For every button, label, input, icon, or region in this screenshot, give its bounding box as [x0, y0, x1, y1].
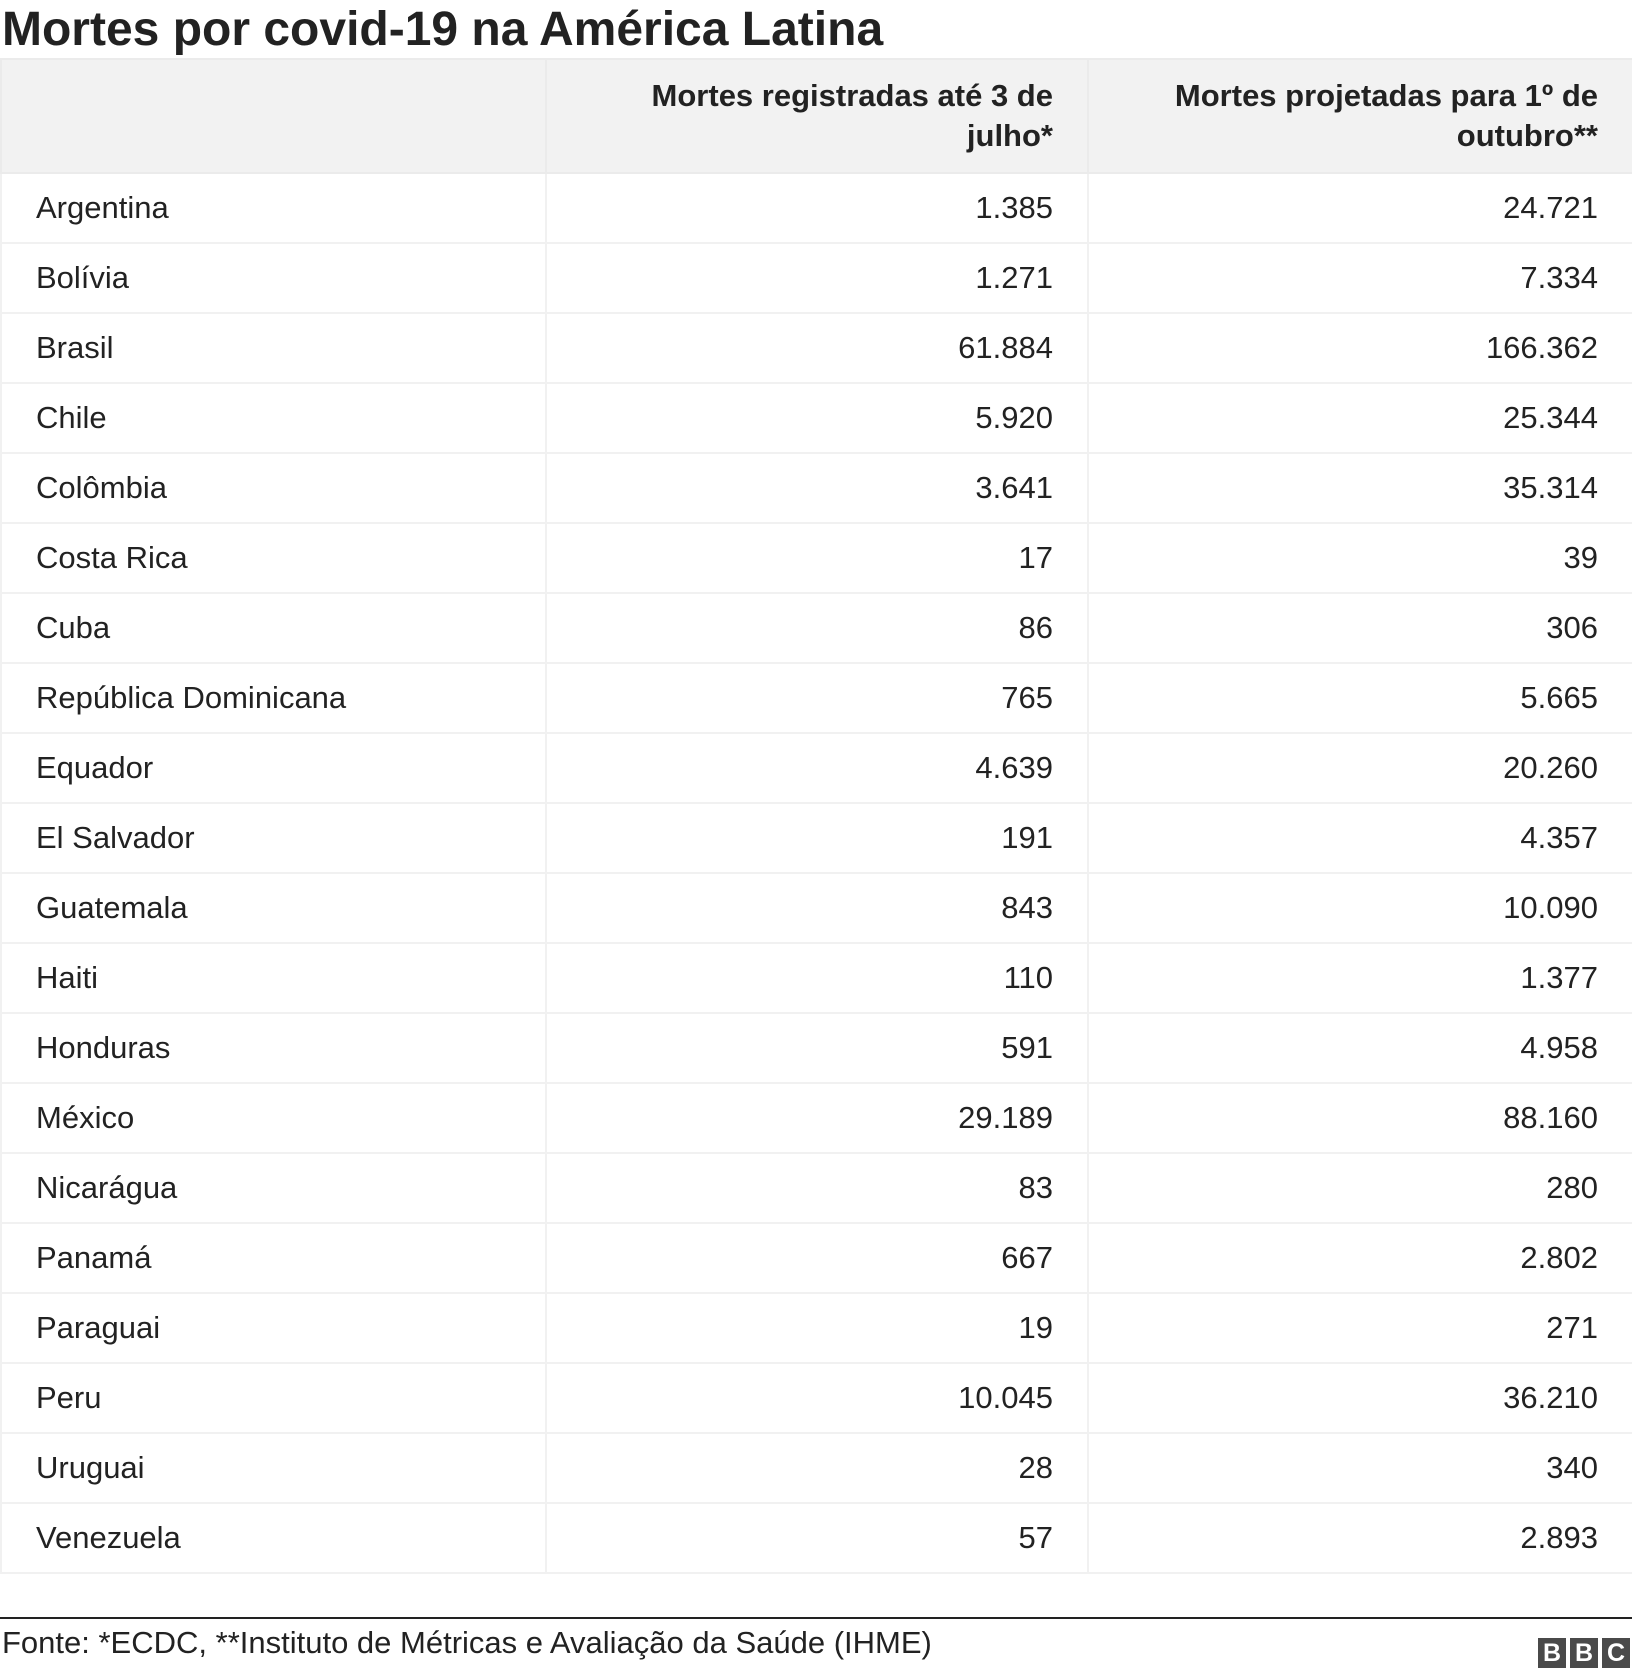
cell-country: Nicarágua: [1, 1153, 546, 1223]
table-row: [1, 1363, 1632, 1433]
cell-registered-deaths: 28: [546, 1433, 1088, 1503]
cell-registered-deaths: 1.271: [546, 243, 1088, 313]
cell-registered-deaths: 667: [546, 1223, 1088, 1293]
cell-projected-deaths: 280: [1088, 1153, 1632, 1223]
cell-projected-deaths: 7.334: [1088, 243, 1632, 313]
cell-registered-deaths: 17: [546, 523, 1088, 593]
data-table: [0, 58, 1632, 1574]
chart-title: Mortes por covid-19 na América Latina: [2, 3, 884, 56]
cell-registered-deaths: 765: [546, 663, 1088, 733]
table-row: [1, 523, 1632, 593]
cell-country: Haiti: [1, 943, 546, 1013]
cell-registered-deaths: 57: [546, 1503, 1088, 1573]
table-header-row: [1, 59, 1632, 173]
cell-country: Paraguai: [1, 1293, 546, 1363]
cell-registered-deaths: 83: [546, 1153, 1088, 1223]
bbc-logo: [1538, 1638, 1630, 1668]
cell-country: Uruguai: [1, 1433, 546, 1503]
cell-registered-deaths: 843: [546, 873, 1088, 943]
cell-projected-deaths: 271: [1088, 1293, 1632, 1363]
cell-projected-deaths: 4.357: [1088, 803, 1632, 873]
logo-letter: C: [1602, 1638, 1630, 1668]
cell-registered-deaths: 19: [546, 1293, 1088, 1363]
cell-projected-deaths: 88.160: [1088, 1083, 1632, 1153]
cell-registered-deaths: 110: [546, 943, 1088, 1013]
table-row: [1, 313, 1632, 383]
cell-registered-deaths: 5.920: [546, 383, 1088, 453]
cell-projected-deaths: 25.344: [1088, 383, 1632, 453]
cell-projected-deaths: 166.362: [1088, 313, 1632, 383]
column-header-projected: Mortes projetadas para 1º de outubro**: [1088, 59, 1632, 173]
cell-country: Honduras: [1, 1013, 546, 1083]
cell-projected-deaths: 2.802: [1088, 1223, 1632, 1293]
cell-registered-deaths: 591: [546, 1013, 1088, 1083]
table-row: [1, 1433, 1632, 1503]
cell-registered-deaths: 86: [546, 593, 1088, 663]
cell-country: Brasil: [1, 313, 546, 383]
table-row: [1, 243, 1632, 313]
source-note: Fonte: *ECDC, **Instituto de Métricas e Avaliação da Saúde (IHME): [2, 1625, 932, 1660]
cell-country: México: [1, 1083, 546, 1153]
table-body: [1, 173, 1632, 1573]
cell-country: Cuba: [1, 593, 546, 663]
table-row: [1, 1293, 1632, 1363]
cell-projected-deaths: 10.090: [1088, 873, 1632, 943]
cell-country: Colômbia: [1, 453, 546, 523]
cell-country: Guatemala: [1, 873, 546, 943]
cell-country: El Salvador: [1, 803, 546, 873]
cell-registered-deaths: 61.884: [546, 313, 1088, 383]
cell-registered-deaths: 3.641: [546, 453, 1088, 523]
table-row: [1, 1013, 1632, 1083]
cell-country: Argentina: [1, 173, 546, 243]
table-row: [1, 943, 1632, 1013]
table-row: [1, 1503, 1632, 1573]
cell-country: Bolívia: [1, 243, 546, 313]
cell-country: Costa Rica: [1, 523, 546, 593]
column-header-registered: Mortes registradas até 3 de julho*: [546, 59, 1088, 173]
cell-country: República Dominicana: [1, 663, 546, 733]
table-row: [1, 1223, 1632, 1293]
cell-country: Chile: [1, 383, 546, 453]
logo-letter: B: [1570, 1638, 1598, 1668]
table-row: [1, 1083, 1632, 1153]
table-row: [1, 803, 1632, 873]
cell-registered-deaths: 191: [546, 803, 1088, 873]
cell-country: Equador: [1, 733, 546, 803]
cell-registered-deaths: 29.189: [546, 1083, 1088, 1153]
cell-country: Venezuela: [1, 1503, 546, 1573]
table-row: [1, 663, 1632, 733]
cell-projected-deaths: 340: [1088, 1433, 1632, 1503]
cell-country: Peru: [1, 1363, 546, 1433]
cell-projected-deaths: 24.721: [1088, 173, 1632, 243]
column-header-country: [1, 59, 546, 173]
cell-projected-deaths: 39: [1088, 523, 1632, 593]
cell-projected-deaths: 306: [1088, 593, 1632, 663]
table-row: [1, 873, 1632, 943]
cell-projected-deaths: 1.377: [1088, 943, 1632, 1013]
cell-country: Panamá: [1, 1223, 546, 1293]
table-row: [1, 453, 1632, 523]
table-row: [1, 173, 1632, 243]
cell-registered-deaths: 10.045: [546, 1363, 1088, 1433]
cell-projected-deaths: 20.260: [1088, 733, 1632, 803]
cell-projected-deaths: 2.893: [1088, 1503, 1632, 1573]
cell-projected-deaths: 35.314: [1088, 453, 1632, 523]
cell-projected-deaths: 5.665: [1088, 663, 1632, 733]
cell-registered-deaths: 4.639: [546, 733, 1088, 803]
table-row: [1, 383, 1632, 453]
table-row: [1, 593, 1632, 663]
table-row: [1, 733, 1632, 803]
cell-projected-deaths: 4.958: [1088, 1013, 1632, 1083]
cell-projected-deaths: 36.210: [1088, 1363, 1632, 1433]
table-row: [1, 1153, 1632, 1223]
cell-registered-deaths: 1.385: [546, 173, 1088, 243]
logo-letter: B: [1538, 1638, 1566, 1668]
footer-divider: [0, 1617, 1632, 1619]
